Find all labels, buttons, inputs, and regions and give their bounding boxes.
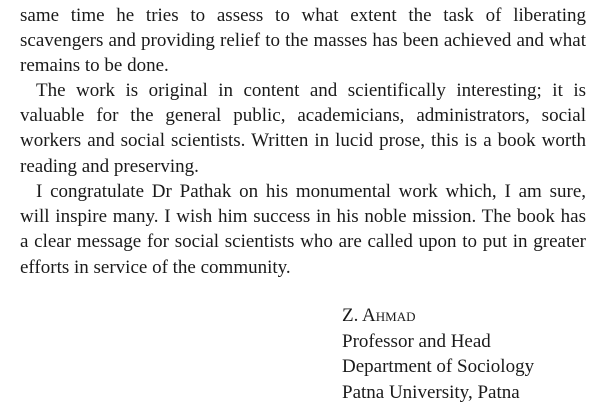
signature-department: Department of Sociology [342,356,535,378]
paragraph-evaluation: The work is original in content and scientifically interesting; it is valuable for the general public, academicians, administrators, social workers and social scientists. Written in lucid prose, this is a book worth reading and preserving. [20,80,586,177]
signature-name: Z. Ahmad [342,305,416,326]
signature-title: Professor and Head [342,330,491,352]
signature-institution: Patna University, Patna [342,381,520,403]
paragraph-congratulation: I congratulate Dr Pathak on his monumental work which, I am sure, will inspire many. I wish him success in his noble mission. The book has a clear message for social scientists who are called upon to put in greater efforts in service of the community. [20,181,586,278]
paragraph-assessment: same time he tries to assess to what extent the task of liberating scavengers and providing relief to the masses has been achieved and what remains to be done. [20,5,586,77]
signature-block [342,303,534,405]
